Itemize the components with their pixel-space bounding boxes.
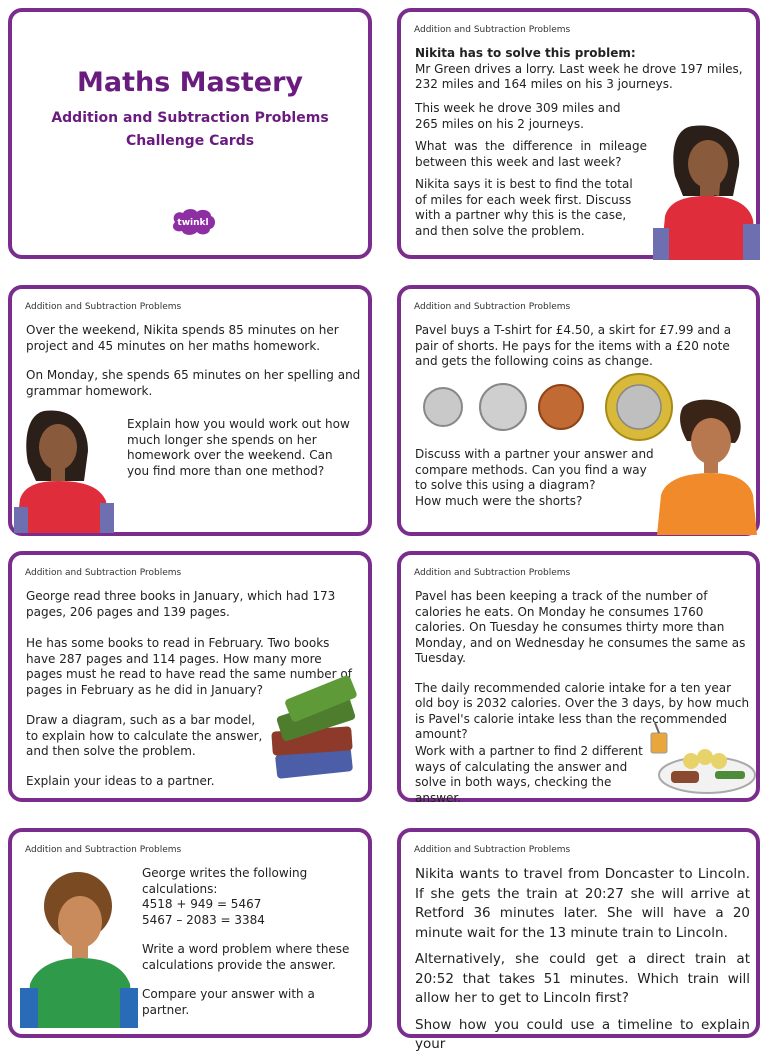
card-paragraph: Show how you could use a timeline to explain your: [415, 1016, 750, 1052]
challenge-card-word-problem: [8, 828, 372, 1038]
card-paragraph: Nikita says it is best to find the total of miles for each week first. Discuss with a partner why this is the case, and then solve the problem.: [415, 177, 633, 238]
coins-illustration: [419, 373, 675, 443]
card-paragraph: Over the weekend, Nikita spends 85 minutes on her project and 45 minutes on her maths homework.: [26, 323, 339, 353]
girl-thinking-illustration: [653, 116, 760, 260]
card-paragraph: Pavel buys a T-shirt for £4.50, a skirt for £7.99 and a pair of shorts. He pays for the items with a £20 note and gets the following coins as change.: [415, 323, 732, 368]
card-paragraph: He has some books to read in February. Two books have 287 pages and 114 pages. How many more pages must he read to have read the same number of pages in February as he did in January?: [26, 636, 352, 697]
card-paragraph: Pavel has been keeping a track of the number of calories he eats. On Monday he consumes 1760 calories. On Tuesday he consumes thirty more than Monday, and on Wednesday he consumes the same as Tuesday.: [415, 589, 746, 665]
twinkl-logo: [169, 208, 217, 236]
card-paragraph: George read three books in January, which had 173 pages, 206 pages and 139 pages.: [26, 589, 336, 619]
card-paragraph: Nikita wants to travel from Doncaster to Lincoln. If she gets the train at 20:27 she will arrive at Retford 36 minutes later. She will have a 20 minute wait for the 13 minute train to Lincoln.: [415, 866, 750, 941]
card-paragraph: Compare your answer with a partner.: [142, 987, 315, 1017]
card-paragraph: This week he drove 309 miles and 265 miles on his 2 journeys.: [415, 101, 621, 131]
challenge-card-calories: [397, 551, 760, 805]
card-paragraph: Write a word problem where these calculations provide the answer.: [142, 942, 350, 972]
card-paragraph: Alternatively, she could get a direct train at 20:52 that takes 51 minutes. Which train will allow her to get to Lincoln first?: [415, 951, 750, 1006]
calculation-line: 5467 – 2083 = 3384: [142, 912, 265, 927]
card-header: Addition and Subtraction Problems: [25, 302, 182, 312]
card-paragraph: Mr Green drives a lorry. Last week he drove 197 miles, 232 miles and 164 miles on his 3 journeys.: [415, 61, 743, 91]
card-header: Addition and Subtraction Problems: [414, 25, 571, 35]
card-lead: Nikita has to solve this problem:: [415, 46, 636, 60]
card-paragraph: George writes the following calculations:: [142, 866, 308, 896]
logo-text: twinkl: [177, 218, 209, 228]
card-paragraph: Explain how you would work out how much longer she spends on her homework over the weekend. Can you find more than one method?: [127, 417, 350, 478]
coin-icon: [424, 388, 462, 426]
coin-icon: [480, 384, 526, 430]
card-header: Addition and Subtraction Problems: [25, 568, 182, 578]
card-header: Addition and Subtraction Problems: [25, 845, 182, 855]
cover-title: Maths Mastery: [77, 67, 303, 98]
cover-subtitle: Addition and Subtraction Problems: [51, 110, 329, 126]
coin-icon: [539, 385, 583, 429]
card-paragraph: Explain your ideas to a partner.: [26, 773, 215, 788]
books-stack-illustration: [268, 681, 360, 785]
card-header: Addition and Subtraction Problems: [414, 302, 571, 312]
challenge-card-homework: [8, 285, 372, 536]
cover-subtitle-cards: Challenge Cards: [125, 133, 255, 149]
girl-thinking-illustration: [14, 403, 118, 533]
challenge-card-train: [397, 828, 760, 1052]
card-paragraph: On Monday, she spends 65 minutes on her spelling and grammar homework.: [26, 368, 361, 398]
card-header: Addition and Subtraction Problems: [414, 845, 571, 855]
card-paragraph: How much were the shorts?: [415, 493, 583, 508]
challenge-card-books: [8, 551, 372, 802]
cover-card: [8, 8, 372, 259]
boy-thinking-illustration: [653, 395, 757, 535]
calculation-line: 4518 + 949 = 5467: [142, 897, 262, 911]
card-paragraph: Draw a diagram, such as a bar model, to explain how to calculate the answer, and then solve the problem.: [26, 713, 263, 758]
card-paragraph: What was the difference in mileage between this week and last week?: [415, 139, 647, 169]
challenge-card-change: [397, 285, 760, 536]
card-paragraph: The daily recommended calorie intake for a ten year old boy is 2032 calories. Over the 3 days, by how much is Pavel's calorie intake less than the recommended amount?: [415, 680, 750, 741]
card-header: Addition and Subtraction Problems: [414, 568, 571, 578]
meal-plate-illustration: [645, 721, 757, 797]
card-paragraph: Discuss with a partner your answer and compare methods. Can you find a way to solve this using a diagram?: [415, 447, 654, 492]
card-paragraph: Work with a partner to find 2 different ways of calculating the answer and solve in both ways, checking the answer.: [415, 744, 643, 805]
boy-curly-hair-illustration: [20, 868, 140, 1028]
challenge-card-mileage: [397, 8, 760, 259]
